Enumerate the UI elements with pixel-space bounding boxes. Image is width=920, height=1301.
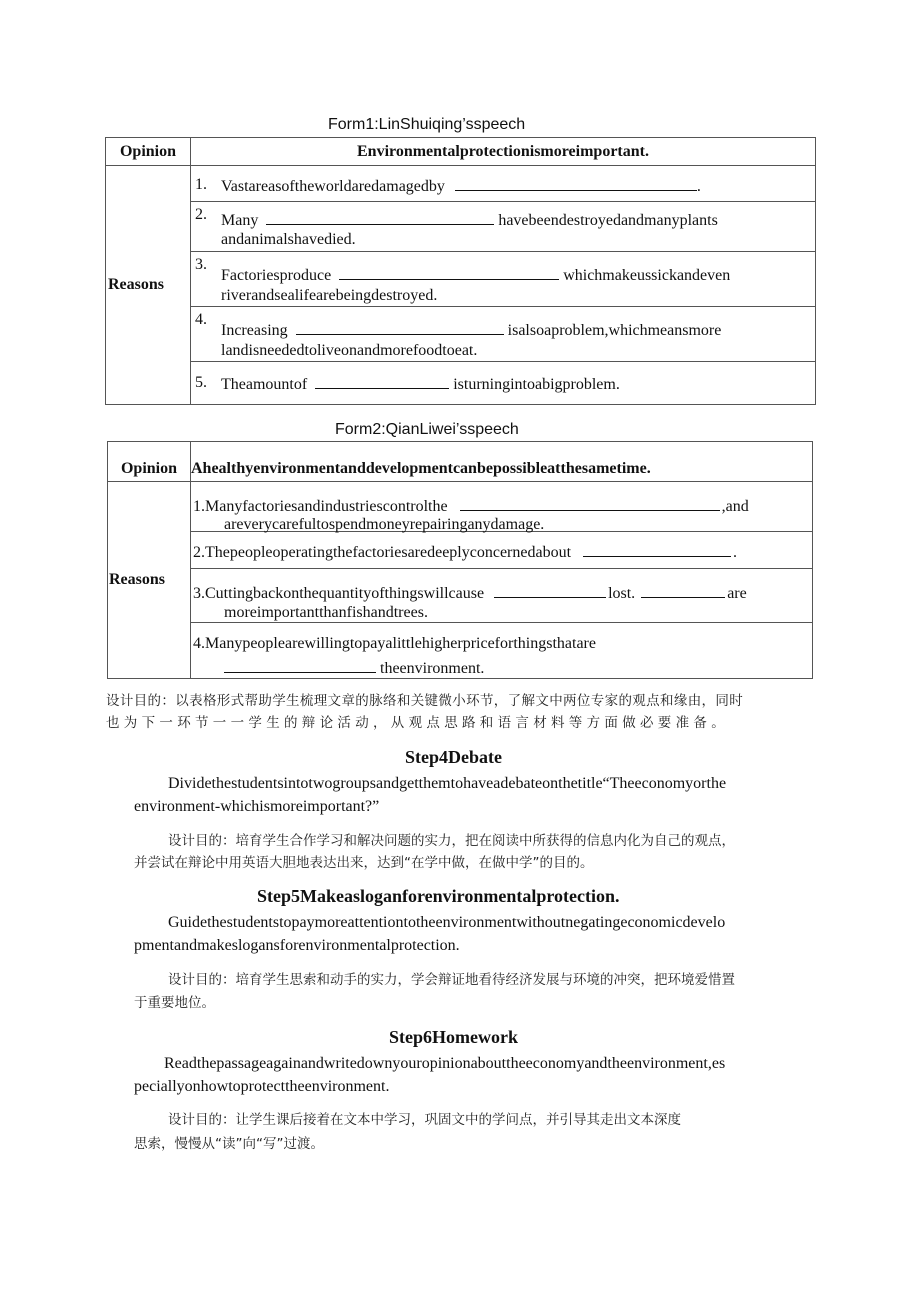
step4-purpose-line1: 设计目的：培育学生合作学习和解决问题的实力，把在阅读中所获得的信息内化为自己的观点， bbox=[168, 833, 735, 849]
step6-heading: Step6Homework bbox=[389, 1027, 518, 1047]
purpose1-line2: 也为下一环节一一学生的辩论活动，从观点思路和语言材料等方面做必要准备。 bbox=[106, 715, 729, 731]
reason-text: isalsoaproblem,whichmeansmore bbox=[507, 322, 722, 339]
reason-text: 3.Cuttingbackonthequantityofthingswillcause bbox=[193, 585, 485, 602]
form1-opinion-label: Opinion bbox=[106, 138, 191, 166]
form1-opinion-text: Environmentalprotectionismoreimportant. bbox=[191, 138, 816, 166]
reason-text: Factoriesproduce bbox=[221, 267, 332, 284]
form2-opinion-label: Opinion bbox=[108, 442, 191, 482]
answer-blank[interactable] bbox=[339, 265, 559, 280]
reason-text: 4.Manypeoplearewillingtopayalittlehigherpriceforthingsthatare bbox=[193, 635, 596, 652]
step6-purpose-line2: 思索，慢慢从“读”向“写”过渡。 bbox=[134, 1136, 324, 1152]
answer-blank[interactable] bbox=[296, 320, 504, 335]
reason-number: 1. bbox=[195, 176, 207, 193]
answer-blank[interactable] bbox=[455, 176, 697, 191]
step4-heading: Step4Debate bbox=[405, 747, 502, 767]
reason-text: 1.Manyfactoriesandindustriescontrolthe bbox=[193, 498, 448, 515]
step5-heading: Step5Makeasloganforenvironmentalprotection. bbox=[257, 886, 620, 906]
answer-blank[interactable] bbox=[641, 583, 725, 598]
reason-text: Increasing bbox=[221, 322, 288, 339]
reason-text: areverycarefultospendmoneyrepairinganydamage. bbox=[224, 516, 545, 533]
answer-blank[interactable] bbox=[460, 496, 720, 511]
form1-reason-4 bbox=[191, 307, 816, 362]
form2-reason-1 bbox=[191, 482, 813, 532]
form2-reason-4 bbox=[191, 623, 813, 679]
reason-text: ,and bbox=[721, 498, 749, 515]
form2-caption: Form2:QianLiwei’sspeech bbox=[335, 421, 519, 438]
form2-reason-2 bbox=[191, 532, 813, 569]
answer-blank[interactable] bbox=[224, 658, 376, 673]
reason-number: 2. bbox=[195, 206, 207, 223]
form1-reason-3 bbox=[191, 252, 816, 307]
reason-text: . bbox=[696, 178, 701, 195]
answer-blank[interactable] bbox=[494, 583, 606, 598]
step4-text-line1: Dividethestudentsintotwogroupsandgetthemtohaveadebateonthetitle“Theeconomyorthe bbox=[168, 775, 727, 792]
reason-text: lost. bbox=[608, 585, 636, 602]
purpose1-line1: 设计目的：以表格形式帮助学生梳理文章的脉络和关键微小环节，了解文中两位专家的观点和缘由，同时 bbox=[106, 693, 744, 709]
answer-blank[interactable] bbox=[315, 374, 449, 389]
form1-table bbox=[105, 137, 816, 405]
reason-text: riverandsealifearebeingdestroyed. bbox=[221, 287, 438, 304]
step6-text-line2: peciallyonhowtoprotecttheenvironment. bbox=[134, 1078, 390, 1095]
reason-number: 3. bbox=[195, 256, 207, 273]
form1-reasons-label: Reasons bbox=[106, 166, 191, 405]
step5-text-line2: pmentandmakeslogansforenvironmentalprotection. bbox=[134, 937, 460, 954]
reason-text: havebeendestroyedandmanyplants bbox=[498, 212, 718, 229]
step6-text-line1: Readthepassageagainandwritedownyouropinionabouttheeconomyandtheenvironment,es bbox=[164, 1055, 726, 1072]
reason-text: moreimportantthanfishandtrees. bbox=[224, 604, 428, 621]
reason-number: 5. bbox=[195, 374, 207, 391]
form2-opinion-text: Ahealthyenvironmentanddevelopmentcanbepossibleatthesametime. bbox=[191, 442, 813, 482]
step6-purpose-line1: 设计目的：让学生课后接着在文本中学习，巩固文中的学问点，并引导其走出文本深度 bbox=[168, 1112, 681, 1128]
form1-caption: Form1:LinShuiqing’sspeech bbox=[328, 116, 526, 133]
step5-text-line1: Guidethestudentstopaymoreattentiontotheenvironmentwithoutnegatingeconomicdevelo bbox=[168, 914, 726, 931]
form2-reasons-label: Reasons bbox=[108, 482, 191, 679]
reason-text: Many bbox=[221, 212, 259, 229]
reason-text: isturningintoabigproblem. bbox=[453, 376, 620, 393]
step4-purpose-line2: 并尝试在辩论中用英语大胆地表达出来，达到“在学中做，在做中学”的目的。 bbox=[134, 855, 594, 871]
reason-text: theenvironment. bbox=[380, 660, 485, 677]
form2-table bbox=[107, 441, 813, 679]
form1-reason-5 bbox=[191, 362, 816, 405]
reason-text: landisneededtoliveonandmorefoodtoeat. bbox=[221, 342, 478, 359]
reason-text: andanimalshavedied. bbox=[221, 231, 356, 248]
reason-text: Theamountof bbox=[221, 376, 308, 393]
form1-reason-1 bbox=[191, 166, 816, 202]
step5-purpose-line2: 于重要地位。 bbox=[134, 995, 215, 1011]
reason-text: . bbox=[733, 544, 738, 561]
reason-text: whichmakeussickandeven bbox=[563, 267, 731, 284]
step5-purpose-line1: 设计目的：培育学生思索和动手的实力，学会辩证地看待经济发展与环境的冲突，把环境爱惜置 bbox=[168, 972, 735, 988]
form2-reason-3 bbox=[191, 569, 813, 623]
reason-text: 2.Thepeopleoperatingthefactoriesaredeeplyconcernedabout bbox=[193, 544, 572, 561]
answer-blank[interactable] bbox=[583, 542, 731, 557]
step4-text-line2: environment-whichismoreimportant?” bbox=[134, 798, 380, 815]
reason-text: are bbox=[727, 585, 747, 602]
answer-blank[interactable] bbox=[266, 210, 494, 225]
form1-reason-2 bbox=[191, 202, 816, 252]
reason-text: Vastareasoftheworldaredamagedby bbox=[221, 178, 445, 195]
reason-number: 4. bbox=[195, 311, 207, 328]
